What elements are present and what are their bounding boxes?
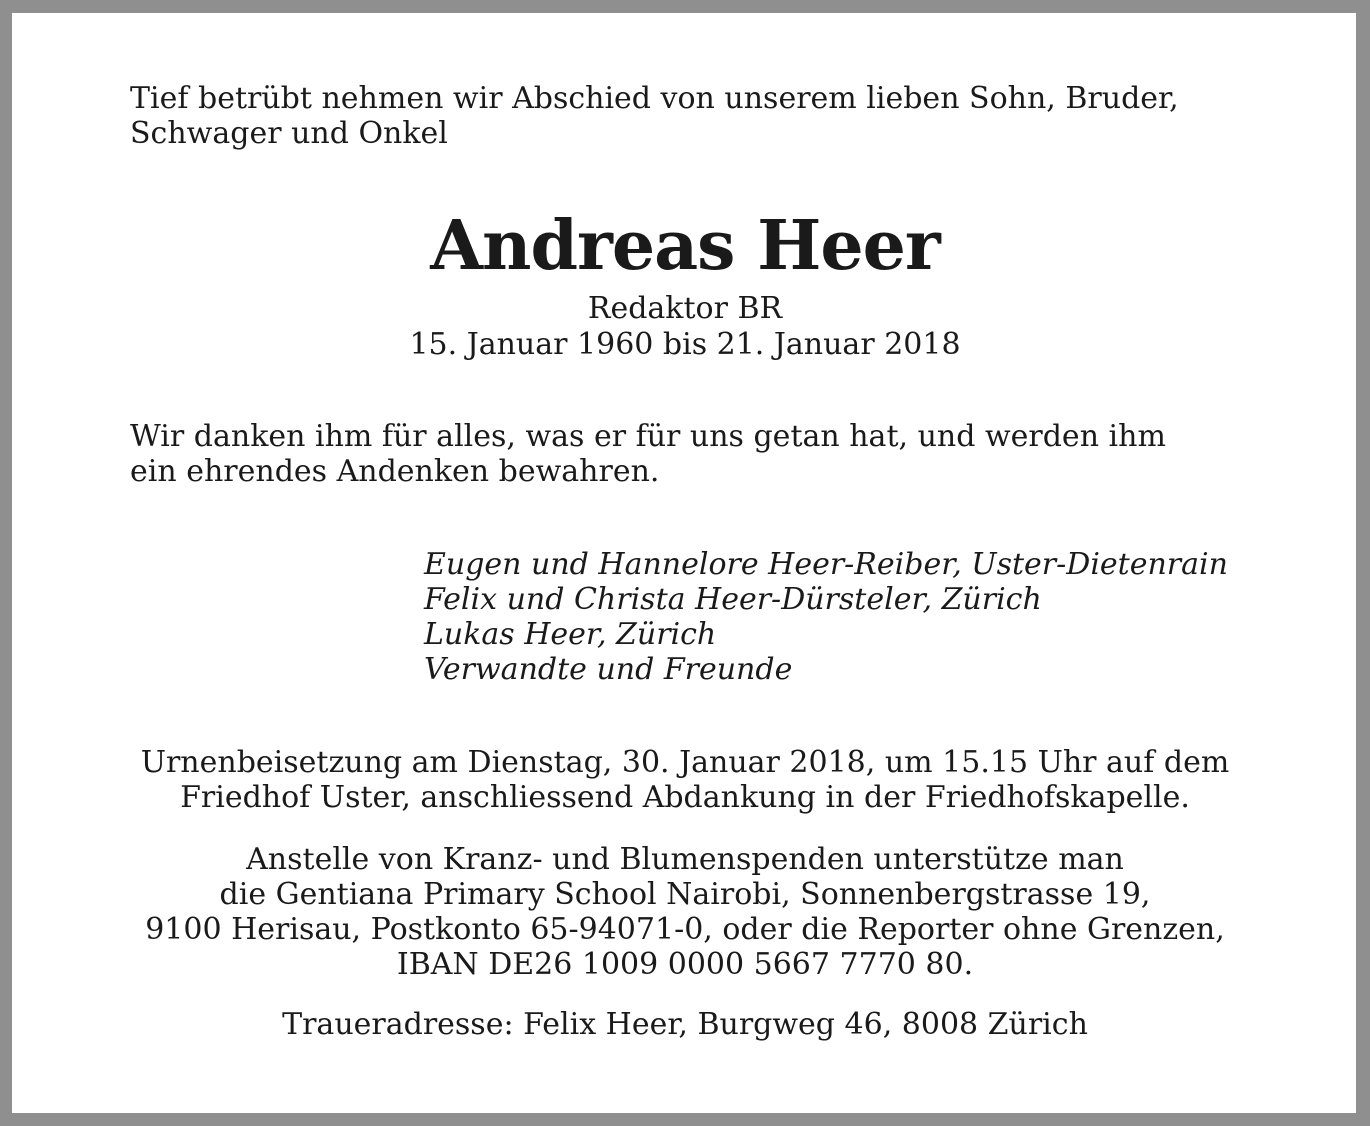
- mourner-item: Eugen und Hannelore Heer-Reiber, Uster-Dietenrain: [424, 547, 1228, 582]
- intro-line-1: Tief betrübt nehmen wir Abschied von unserem lieben Sohn, Bruder,: [130, 81, 1179, 116]
- burial-line-2: Friedhof Uster, anschliessend Abdankung in der Friedhofskapelle.: [180, 780, 1190, 815]
- burial-line-1: Urnenbeisetzung am Dienstag, 30. Januar 2018, um 15.15 Uhr auf dem: [140, 745, 1230, 780]
- intro-line-2: Schwager und Onkel: [130, 116, 448, 151]
- mourners-list: [424, 547, 1228, 687]
- mourner-item: Felix und Christa Heer-Dürsteler, Zürich: [424, 582, 1042, 617]
- mourner-item: Lukas Heer, Zürich: [424, 617, 717, 652]
- donation-line-4: IBAN DE26 1009 0000 5667 7770 80.: [396, 947, 974, 982]
- mourner-item: Verwandte und Freunde: [424, 652, 793, 687]
- deceased-role: Redaktor BR: [587, 291, 783, 326]
- donation-line-2: die Gentiana Primary School Nairobi, Sonnenbergstrasse 19,: [219, 877, 1151, 912]
- intro-text: [130, 81, 1240, 151]
- thanks-text: [130, 419, 1240, 489]
- donation-line-3: 9100 Herisau, Postkonto 65-94071-0, oder die Reporter ohne Grenzen,: [145, 912, 1225, 947]
- thanks-line-1: Wir danken ihm für alles, was er für uns getan hat, und werden ihm: [130, 419, 1166, 454]
- donation-info: [130, 842, 1240, 982]
- obituary-notice: [12, 13, 1356, 1113]
- donation-line-1: Anstelle von Kranz- und Blumenspenden unterstütze man: [246, 842, 1124, 877]
- deceased-name: Andreas Heer: [430, 206, 940, 286]
- life-dates: 15. Januar 1960 bis 21. Januar 2018: [409, 327, 961, 362]
- mourning-address: Traueradresse: Felix Heer, Burgweg 46, 8008 Zürich: [282, 1007, 1088, 1042]
- burial-info: [130, 745, 1240, 815]
- thanks-line-2: ein ehrendes Andenken bewahren.: [130, 454, 660, 489]
